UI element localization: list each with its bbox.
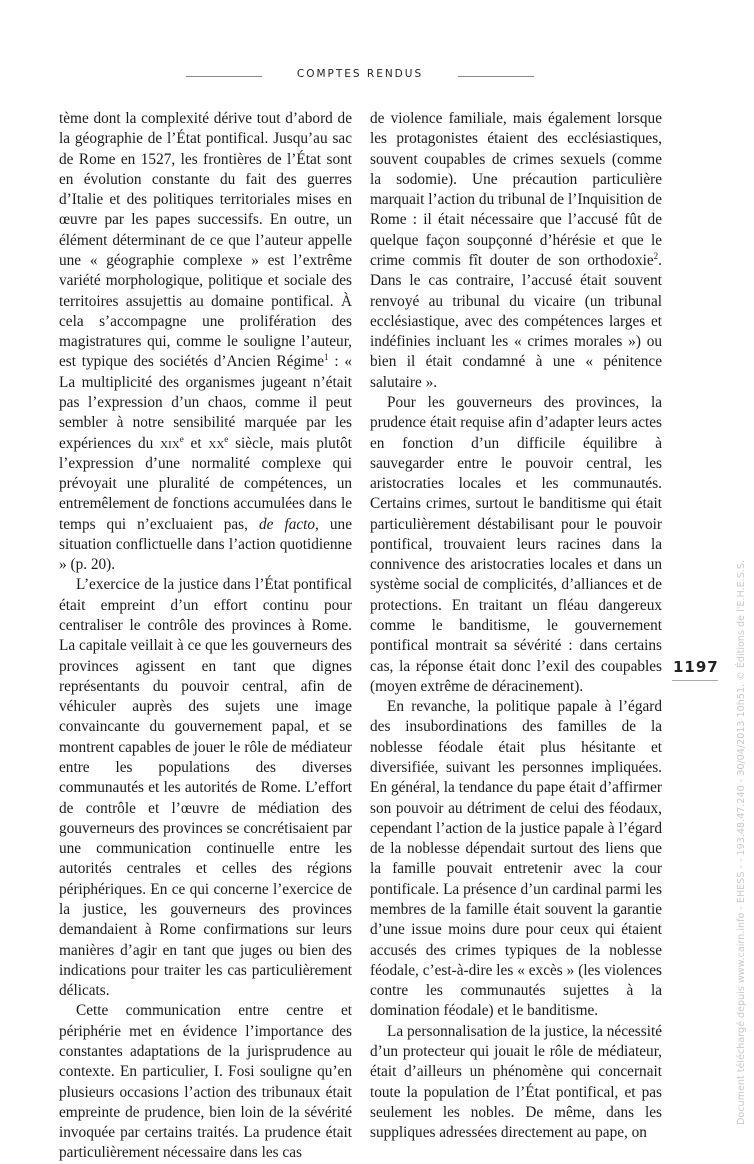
paragraph: Cette communication entre centre et périphérie met en évidence l’importance des constantes adaptations de la jurisprudence au contexte. En particulier, I. Fosi souligne qu’en plusieurs occasions l’action des tribunaux était empreinte de prudence, bien loin de la sévérité invoquée par certains traités. La prudence était particulièrement nécessaire dans les cas	[59, 1002, 352, 1162]
paragraph: L’exercice de la justice dans l’État pontifical était empreint d’un effort continu pour centraliser le contrôle des provinces à Rome. La capitale veillait à ce que les gouverneurs des provinces agissent en tant que dignes représentants du pouvoir central, afin de véhiculer auprès des sujets une image convaincante du gouvernement papal, et se montrent capables de jouer le rôle de médiateur entre les populations des diverses communautés et les autorités de Rome. L’effort de contrôle et l’œuvre de médiation des gouverneurs des provinces se concrétisaient par une communication continuelle entre les autorités centrales et celles des régions périphériques. En ce qui concerne l’exercice de la justice, les gouverneurs des provinces demandaient à Rome confirmations sur leurs manières d’agir en tant que juges ou bien des indications pour traiter les cas particulièrement délicats.	[59, 576, 352, 1000]
header-rule-right	[458, 76, 534, 77]
paragraph: La personnalisation de la justice, la nécessité d’un protecteur qui jouait le rôle de médiateur, était d’ailleurs un phénomène qui concernait toute la population de l’État pontifical, et pas seulement les nobles. De même, dans les suppliques adressées directement au pape, on	[370, 1022, 662, 1142]
download-watermark: Document téléchargé depuis www.cairn.info - EHESS - - 193.48.47.240 - 30/04/2013 10h51. © Éditions de l'E.H.E.S.S.	[736, 560, 747, 1125]
text-column-right	[370, 109, 662, 1143]
footnote-ref: 1	[324, 352, 329, 363]
footnote-ref: 2	[653, 250, 659, 261]
running-header	[0, 66, 754, 86]
page-number: 1197	[673, 658, 719, 676]
running-header-title: COMPTES RENDUS	[296, 68, 424, 80]
header-rule-left	[186, 76, 262, 77]
paragraph: de violence familiale, mais également lorsque les protagonistes étaient des ecclésiastiques, souvent coupables de crimes sexuels (comme la sodomie). Une précaution particulière marquait l’action du tribunal de l’Inquisition de Rome : il était nécessaire que l’accusé fût de quelque façon soupçonné d’hérésie et que le crime commis fît douter de son orthodoxie$^2$. Dans le cas contraire, l’accusé était souvent renvoyé au tribunal du vicaire (un tribunal ecclésiastique, avec des compétences larges et indéfinies incluant les « crimes morales ») ou bien il était condamné à une « pénitence salutaire ».	[370, 110, 662, 391]
paragraph: tème dont la complexité dérive tout d’abord de la géographie de l’État pontifical. Jusqu’au sac de Rome en 1527, les frontières de l’État sont en évolution constante du fait des guerres d’Italie et des politiques territoriales mises en œuvre par les papes successifs. En outre, un élément déterminant de ce que l’auteur appelle une « géographie complexe » est l’extrême variété morphologique, politique et sociale des territoires assujettis au domaine pontifical. À cela s’accompagne une prolifération des magistratures qui, comme le souligne l’auteur, est typique des sociétés d’Ancien Régime$^1$ : « La multiplicité des organismes jugeant n’était pas l’expression d’un chaos, comme il peut sembler à notre sensibilité marquée par les expériences du xix$^e$ et $xx^e$ siècle, mais plutôt l’expression d’une normalité complexe qui prévoyait une pluralité de compétences, un entremêlement de fonctions accumulées dans le temps qui n’excluaient pas, de facto, une situation conflictuelle dans l’action quotidienne » (p. 20).	[59, 110, 353, 574]
paragraph: En revanche, la politique papale à l’égard des insubordinations des familles de la noblesse féodale était plus hésitante et diversifiée, suivant les personnes impliquées. En général, la tendance du pape était d’affirmer son pouvoir au détriment de celui des féodaux, cependant l’action de la justice papale à l’égard de la noblesse dépendait surtout des liens que la famille pouvait entretenir avec la cour pontificale. La présence d’un cardinal parmi les membres de la famille était souvent la garantie d’une issue moins dure pour ceux qui étaient accusés des crimes typiques de la noblesse féodale, c’est-à-dire les « excès » (les violences contre les communautés sujettes à la domination féodale) et le banditisme.	[370, 698, 662, 1020]
paragraph: Pour les gouverneurs des provinces, la prudence était requise afin d’adapter leurs actes en fonction d’un difficile équilibre à sauvegarder entre le pouvoir central, les aristocraties locales et les communautés. Certains crimes, surtout le banditisme qui était particulièrement déstabilisant pour le pouvoir pontifical, trouvaient leurs racines dans la connivence des aristocraties locales et dans un système social de complicités, d’alliances et de protections. En traitant un fléau dangereux comme le banditisme, le gouvernement pontifical montrait sa sévérité : dans certains cas, la réponse était donc l’exil des coupables (moyen extrême de déracinement).	[370, 393, 662, 695]
text-column-left	[59, 109, 352, 1164]
page-number-rule	[672, 680, 718, 681]
